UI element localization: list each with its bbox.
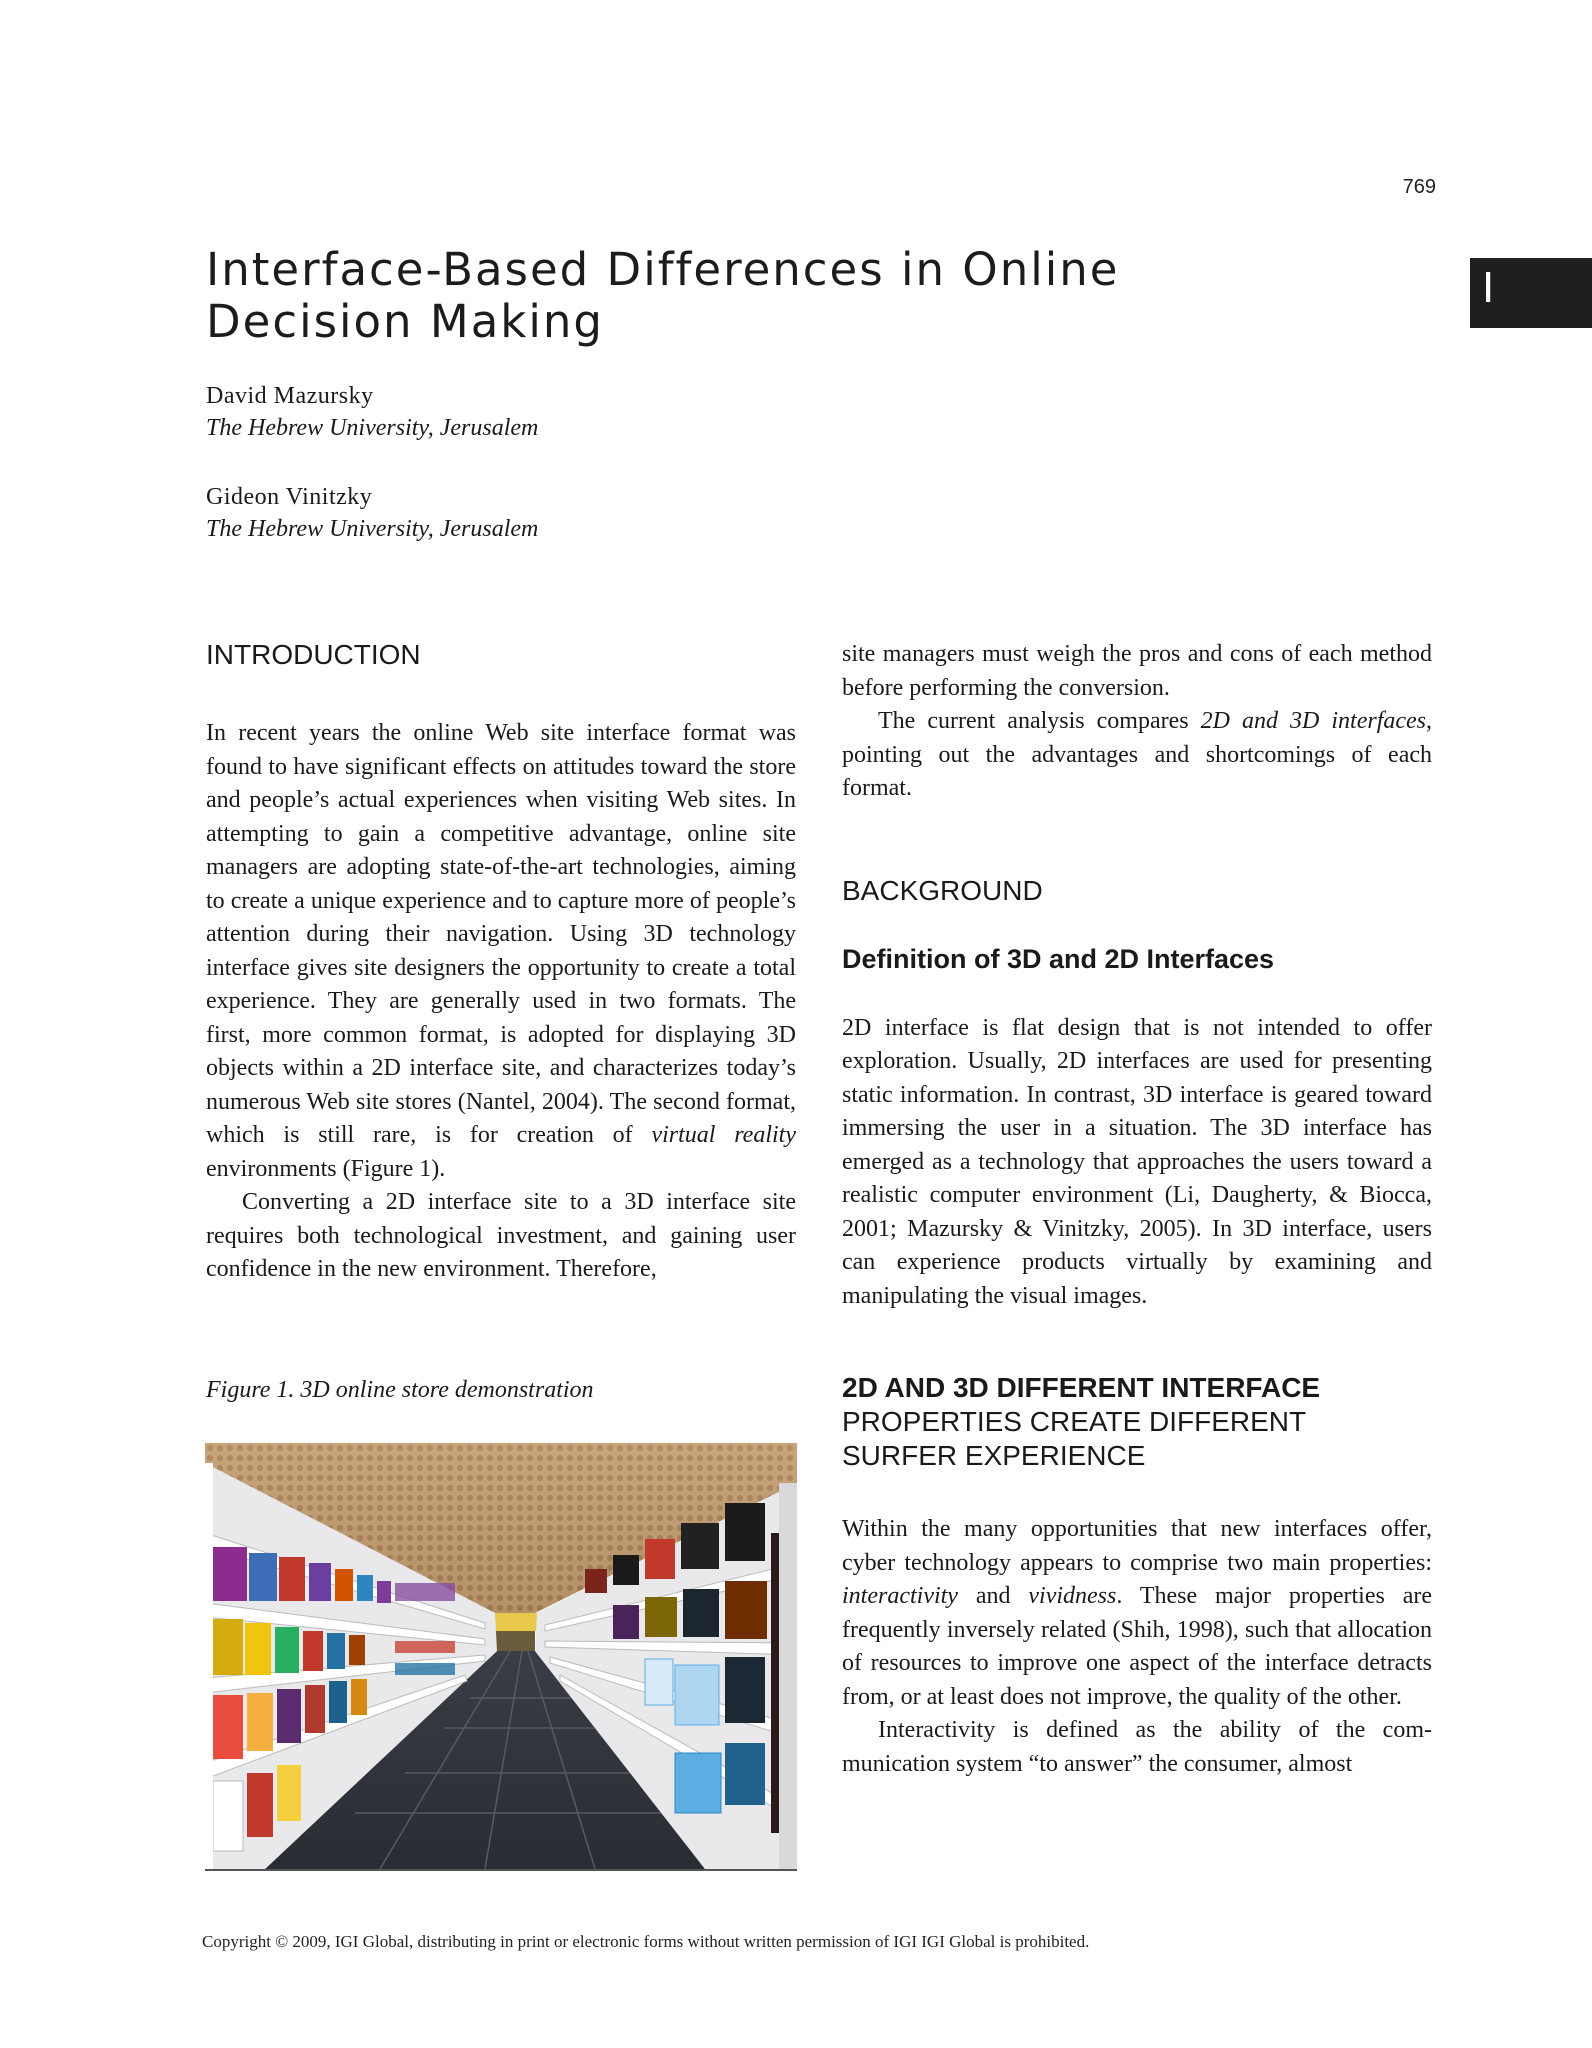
heading-line2: PROPERTIES CREATE DIFFERENT [842,1406,1307,1437]
heading-line1: 2D AND 3D DIFFERENT INTERFACE [842,1372,1321,1403]
section-heading-introduction: INTRODUCTION [206,639,421,670]
interactivity-paragraph: Interactivity is defined as the ability of the communication system “to answer” the consumer, almost [842,1717,1432,1777]
analysis-text-start: The current analysis compares [878,708,1201,734]
store-aisle-illustration [205,1443,797,1869]
properties-text-start: Within the many opportunities that new interfaces offer, cyber technology appears to comprise two main properties: [842,1516,1432,1576]
properties-text-end: . These major properties are frequently inversely related (Shih, 1998), such that allocation of resources to improve one aspect of the interface detracts from, or at least does not improve, the quality of the other. [842,1583,1432,1710]
left-column [206,638,796,1287]
section-heading-background: BACKGROUND [842,874,1043,906]
intro-p1-end: environments (Figure 1). [206,1155,446,1182]
properties-paragraph [842,1513,1432,1714]
properties-italic-2: vividness [1028,1583,1117,1609]
properties-italic-1: interactivity [842,1583,958,1609]
analysis-paragraph [842,705,1432,806]
intro-p1-italic: virtual reality [651,1122,796,1148]
definition-paragraph: 2D interface is flat design that is not intended to offer exploration. Usually, 2D interfaces are used for presenting static information. In contrast, 3D interface is geared toward immersing the user in a situation. The 3D interface has emerged as a technology that approaches the users toward a realistic computer environment (Li, Daugherty, & Biocca, 2001; Mazursky & Vinitzky, 2005). In 3D interface, users can experience products virtually by examining and manipulating the visual images. [842,1014,1432,1309]
analysis-italic: 2D and 3D interfaces [1200,708,1427,734]
page-number: 769 [1402,176,1436,198]
intro-paragraph-1 [206,717,796,1186]
heading-line3: SURFER EXPERIENCE [842,1440,1146,1471]
figure-caption: Figure 1. 3D online store demonstration [206,1377,594,1403]
intro-paragraph-2: Converting a 2D interface site to a 3D interface site requires both technological investment, and gaining user confidence in the new environment. Therefore, [206,1189,796,1282]
copyright-notice: Copyright © 2009, IGI Global, distributing in print or electronic forms without written permission of IGI IGI Global is prohibited. [202,1932,1090,1951]
intro-p1-text: In recent years the online Web site interface format was found to have significant effects on attitudes toward the store and people’s actual experiences when visiting Web sites. In attempting to gain a competitive advantage, online site managers are adopting state-of-the-art technologies, aiming to create a unique experience and to capture more of people’s attention during their navigation. Using 3D technology interface gives site designers the opportunity to create a total experience. They are generally used in two formats. The first, more common format, is adopted for displaying 3D objects within a 2D interface site, and characterizes today’s numerous Web site stores (Nantel, 2004). The second format, which is still rare, is for creation of [206,720,796,1148]
article-title [206,244,1206,348]
properties-text-and: and [957,1583,1029,1609]
subsection-heading-definition: Definition of 3D and 2D Interfaces [842,943,1275,974]
continued-paragraph: site managers must weigh the pros and cons of each method before performing the conversion. [842,641,1432,701]
section-thumb-tab [1470,258,1592,328]
figure-3d-store-image [205,1443,797,1871]
article-title-line2: Decision Making [206,295,604,348]
article-title-line1: Interface-Based Differences in Online [206,243,1120,296]
author-block-1 [206,380,538,444]
author-affiliation: The Hebrew University, Jerusalem [206,516,539,542]
author-block-2 [206,481,538,545]
section-heading-properties [842,1371,1432,1473]
right-column [842,638,1432,1781]
section-thumb-letter: I [1482,263,1495,312]
author-name: Gideon Vinitzky [206,484,373,510]
author-affiliation: The Hebrew University, Jerusalem [206,415,539,441]
author-name: David Mazursky [206,383,374,409]
analysis-text-end: , pointing out the advantages and shortcomings of each format. [842,708,1433,801]
